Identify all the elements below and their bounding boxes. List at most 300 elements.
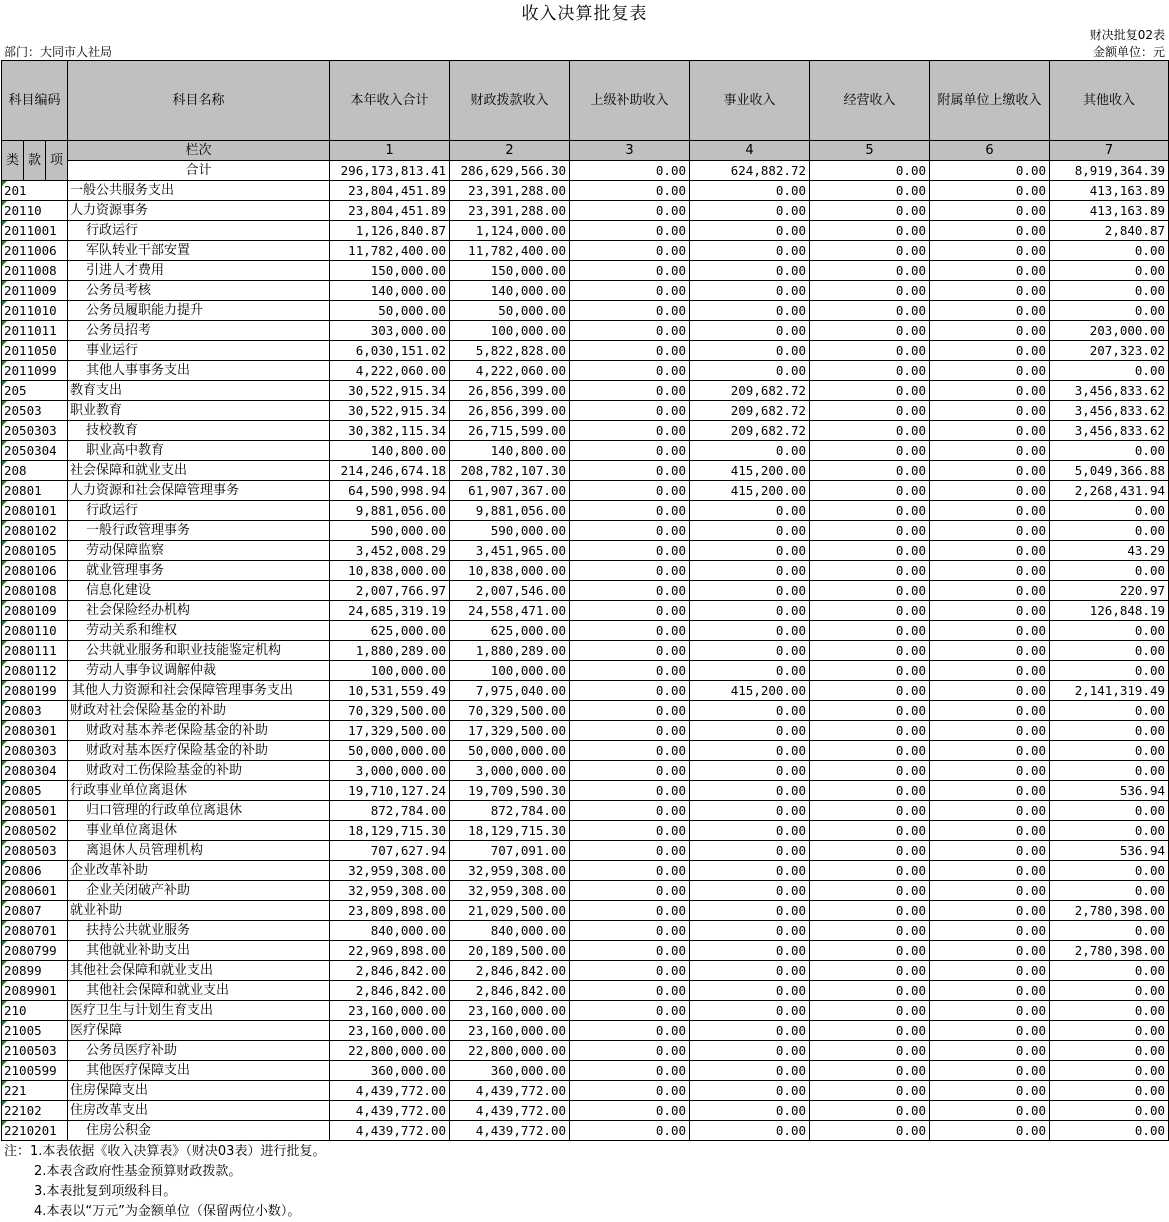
- amount-cell-col-3[interactable]: 0.00: [570, 361, 690, 381]
- amount-cell-col-1[interactable]: 2,007,766.97: [330, 581, 450, 601]
- amount-cell-col-2[interactable]: 150,000.00: [450, 261, 570, 281]
- amount-cell-col-3[interactable]: 0.00: [570, 281, 690, 301]
- subject-code[interactable]: 2080799: [2, 941, 68, 961]
- amount-cell-col-1[interactable]: 17,329,500.00: [330, 721, 450, 741]
- subject-name[interactable]: 财政对工伤保险基金的补助: [68, 761, 330, 781]
- subject-name[interactable]: 社会保险经办机构: [68, 601, 330, 621]
- amount-cell-col-5[interactable]: 0.00: [810, 441, 930, 461]
- subject-name[interactable]: 职业高中教育: [68, 441, 330, 461]
- amount-cell-col-7[interactable]: 2,840.87: [1050, 221, 1169, 241]
- subject-name[interactable]: 企业关闭破产补助: [68, 881, 330, 901]
- amount-cell-col-2[interactable]: 26,856,399.00: [450, 381, 570, 401]
- amount-cell-col-6[interactable]: 0.00: [930, 781, 1050, 801]
- amount-cell-col-5[interactable]: 0.00: [810, 961, 930, 981]
- subject-code[interactable]: 2100503: [2, 1041, 68, 1061]
- amount-cell-col-2[interactable]: 4,439,772.00: [450, 1121, 570, 1141]
- amount-cell-col-2[interactable]: 5,822,828.00: [450, 341, 570, 361]
- amount-cell-col-2[interactable]: 23,160,000.00: [450, 1001, 570, 1021]
- amount-cell-col-5[interactable]: 0.00: [810, 421, 930, 441]
- amount-cell-col-2[interactable]: 22,800,000.00: [450, 1041, 570, 1061]
- amount-cell-col-6[interactable]: 0.00: [930, 761, 1050, 781]
- amount-cell-col-2[interactable]: 4,222,060.00: [450, 361, 570, 381]
- amount-cell-col-6[interactable]: 0.00: [930, 961, 1050, 981]
- amount-cell-col-3[interactable]: 0.00: [570, 1101, 690, 1121]
- amount-cell-col-2[interactable]: 9,881,056.00: [450, 501, 570, 521]
- subject-code[interactable]: 2011050: [2, 341, 68, 361]
- subject-code[interactable]: 20801: [2, 481, 68, 501]
- amount-cell-col-3[interactable]: 0.00: [570, 1021, 690, 1041]
- subject-name[interactable]: 信息化建设: [68, 581, 330, 601]
- amount-cell-col-5[interactable]: 0.00: [810, 501, 930, 521]
- amount-cell-col-3[interactable]: 0.00: [570, 501, 690, 521]
- amount-cell-col-6[interactable]: 0.00: [930, 921, 1050, 941]
- amount-cell-col-7[interactable]: 0.00: [1050, 241, 1169, 261]
- amount-cell-col-6[interactable]: 0.00: [930, 881, 1050, 901]
- amount-cell-col-1[interactable]: 19,710,127.24: [330, 781, 450, 801]
- amount-cell-col-1[interactable]: 10,838,000.00: [330, 561, 450, 581]
- subject-code[interactable]: 20803: [2, 701, 68, 721]
- subject-name[interactable]: 就业补助: [68, 901, 330, 921]
- amount-cell-col-2[interactable]: 20,189,500.00: [450, 941, 570, 961]
- subject-code[interactable]: 208: [2, 461, 68, 481]
- subject-code[interactable]: 2011009: [2, 281, 68, 301]
- amount-cell-col-4[interactable]: 0.00: [690, 581, 810, 601]
- amount-cell-col-5[interactable]: 0.00: [810, 481, 930, 501]
- amount-cell-col-3[interactable]: 0.00: [570, 561, 690, 581]
- amount-cell-col-2[interactable]: 2,846,842.00: [450, 961, 570, 981]
- amount-cell-col-4[interactable]: 0.00: [690, 201, 810, 221]
- subject-code[interactable]: 2080110: [2, 621, 68, 641]
- amount-cell-col-2[interactable]: 17,329,500.00: [450, 721, 570, 741]
- amount-cell-col-5[interactable]: 0.00: [810, 1001, 930, 1021]
- amount-cell-col-1[interactable]: 590,000.00: [330, 521, 450, 541]
- amount-cell-col-1[interactable]: 9,881,056.00: [330, 501, 450, 521]
- amount-cell-col-2[interactable]: 19,709,590.30: [450, 781, 570, 801]
- amount-cell-col-4[interactable]: 0.00: [690, 281, 810, 301]
- subject-code[interactable]: 2011006: [2, 241, 68, 261]
- amount-cell-col-4[interactable]: 209,682.72: [690, 381, 810, 401]
- subject-name[interactable]: 其他社会保障和就业支出: [68, 961, 330, 981]
- subject-name[interactable]: 其他人力资源和社会保障管理事务支出: [68, 681, 330, 701]
- subject-name[interactable]: 财政对基本养老保险基金的补助: [68, 721, 330, 741]
- amount-cell-col-4[interactable]: 0.00: [690, 521, 810, 541]
- amount-cell-col-4[interactable]: 0.00: [690, 301, 810, 321]
- amount-cell-col-2[interactable]: 24,558,471.00: [450, 601, 570, 621]
- subject-code[interactable]: 2080108: [2, 581, 68, 601]
- subject-code[interactable]: 2080106: [2, 561, 68, 581]
- amount-cell-col-5[interactable]: 0.00: [810, 781, 930, 801]
- amount-cell-col-6[interactable]: 0.00: [930, 861, 1050, 881]
- amount-cell-col-5[interactable]: 0.00: [810, 821, 930, 841]
- amount-cell-col-1[interactable]: 214,246,674.18: [330, 461, 450, 481]
- amount-cell-col-3[interactable]: 0.00: [570, 1081, 690, 1101]
- subject-name[interactable]: 就业管理事务: [68, 561, 330, 581]
- amount-cell-col-3[interactable]: 0.00: [570, 261, 690, 281]
- amount-cell-col-1[interactable]: 11,782,400.00: [330, 241, 450, 261]
- amount-cell-col-3[interactable]: 0.00: [570, 201, 690, 221]
- amount-cell-col-2[interactable]: 10,838,000.00: [450, 561, 570, 581]
- amount-cell-col-1[interactable]: 707,627.94: [330, 841, 450, 861]
- amount-cell-col-4[interactable]: 415,200.00: [690, 481, 810, 501]
- amount-cell-col-4[interactable]: 0.00: [690, 881, 810, 901]
- subject-code[interactable]: 2080112: [2, 661, 68, 681]
- amount-cell-col-1[interactable]: 10,531,559.49: [330, 681, 450, 701]
- subject-name[interactable]: 行政运行: [68, 501, 330, 521]
- subject-code[interactable]: 20807: [2, 901, 68, 921]
- amount-cell-col-2[interactable]: 32,959,308.00: [450, 861, 570, 881]
- amount-cell-col-7[interactable]: 536.94: [1050, 841, 1169, 861]
- amount-cell-col-5[interactable]: 0.00: [810, 841, 930, 861]
- subject-name[interactable]: 劳动关系和维权: [68, 621, 330, 641]
- amount-cell-col-2[interactable]: 23,160,000.00: [450, 1021, 570, 1041]
- subject-code[interactable]: 2080304: [2, 761, 68, 781]
- amount-cell-col-6[interactable]: 0.00: [930, 661, 1050, 681]
- subject-code[interactable]: 2011011: [2, 321, 68, 341]
- amount-cell-col-4[interactable]: 0.00: [690, 761, 810, 781]
- amount-cell-col-3[interactable]: 0.00: [570, 901, 690, 921]
- amount-cell-col-1[interactable]: 23,804,451.89: [330, 181, 450, 201]
- subject-name[interactable]: 企业改革补助: [68, 861, 330, 881]
- subject-name[interactable]: 扶持公共就业服务: [68, 921, 330, 941]
- amount-cell-col-1[interactable]: 3,000,000.00: [330, 761, 450, 781]
- amount-cell-col-7[interactable]: 0.00: [1050, 821, 1169, 841]
- amount-cell-col-7[interactable]: 207,323.02: [1050, 341, 1169, 361]
- amount-cell-col-1[interactable]: 2,846,842.00: [330, 981, 450, 1001]
- amount-cell-col-6[interactable]: 0.00: [930, 681, 1050, 701]
- amount-cell-col-5[interactable]: 0.00: [810, 741, 930, 761]
- amount-cell-col-3[interactable]: 0.00: [570, 661, 690, 681]
- subject-name[interactable]: 公务员医疗补助: [68, 1041, 330, 1061]
- amount-cell-col-3[interactable]: 0.00: [570, 721, 690, 741]
- amount-cell-col-2[interactable]: 140,000.00: [450, 281, 570, 301]
- amount-cell-col-5[interactable]: 0.00: [810, 941, 930, 961]
- amount-cell-col-5[interactable]: 0.00: [810, 321, 930, 341]
- amount-cell-col-2[interactable]: 23,391,288.00: [450, 181, 570, 201]
- amount-cell-col-7[interactable]: 0.00: [1050, 621, 1169, 641]
- amount-cell-col-4[interactable]: 0.00: [690, 981, 810, 1001]
- amount-cell-col-2[interactable]: 4,439,772.00: [450, 1081, 570, 1101]
- amount-cell-col-7[interactable]: 0.00: [1050, 1121, 1169, 1141]
- subject-code[interactable]: 2080101: [2, 501, 68, 521]
- subject-code[interactable]: 201: [2, 181, 68, 201]
- amount-cell-col-5[interactable]: 0.00: [810, 1061, 930, 1081]
- amount-cell-col-6[interactable]: 0.00: [930, 1001, 1050, 1021]
- subject-name[interactable]: 医疗保障: [68, 1021, 330, 1041]
- amount-cell-col-1[interactable]: 50,000.00: [330, 301, 450, 321]
- amount-cell-col-7[interactable]: 126,848.19: [1050, 601, 1169, 621]
- amount-cell-col-2[interactable]: 2,846,842.00: [450, 981, 570, 1001]
- subject-code[interactable]: 20899: [2, 961, 68, 981]
- amount-cell-col-7[interactable]: 0.00: [1050, 521, 1169, 541]
- amount-cell-col-7[interactable]: 0.00: [1050, 361, 1169, 381]
- subject-name[interactable]: 公务员履职能力提升: [68, 301, 330, 321]
- amount-cell-col-1[interactable]: 18,129,715.30: [330, 821, 450, 841]
- amount-cell-col-7[interactable]: 0.00: [1050, 281, 1169, 301]
- amount-cell-col-2[interactable]: 26,715,599.00: [450, 421, 570, 441]
- amount-cell-col-7[interactable]: 0.00: [1050, 981, 1169, 1001]
- amount-cell-col-3[interactable]: 0.00: [570, 341, 690, 361]
- subject-code[interactable]: 2050303: [2, 421, 68, 441]
- amount-cell-col-2[interactable]: 21,029,500.00: [450, 901, 570, 921]
- amount-cell-col-5[interactable]: 0.00: [810, 881, 930, 901]
- subject-code[interactable]: 2080199: [2, 681, 68, 701]
- amount-cell-col-3[interactable]: 0.00: [570, 621, 690, 641]
- subject-code[interactable]: 210: [2, 1001, 68, 1021]
- amount-cell-col-5[interactable]: 0.00: [810, 901, 930, 921]
- amount-cell-col-3[interactable]: 0.00: [570, 641, 690, 661]
- amount-cell-col-6[interactable]: 0.00: [930, 221, 1050, 241]
- amount-cell-col-3[interactable]: 0.00: [570, 981, 690, 1001]
- subject-name[interactable]: 技校教育: [68, 421, 330, 441]
- amount-cell-col-4[interactable]: 0.00: [690, 1081, 810, 1101]
- amount-cell-col-6[interactable]: 0.00: [930, 621, 1050, 641]
- amount-cell-col-3[interactable]: 0.00: [570, 581, 690, 601]
- amount-cell-col-3[interactable]: 0.00: [570, 841, 690, 861]
- amount-cell-col-6[interactable]: 0.00: [930, 461, 1050, 481]
- amount-cell-col-7[interactable]: 0.00: [1050, 441, 1169, 461]
- subject-code[interactable]: 2080111: [2, 641, 68, 661]
- amount-cell-col-6[interactable]: 0.00: [930, 521, 1050, 541]
- amount-cell-col-4[interactable]: 0.00: [690, 221, 810, 241]
- amount-cell-col-5[interactable]: 0.00: [810, 861, 930, 881]
- amount-cell-col-6[interactable]: 0.00: [930, 821, 1050, 841]
- amount-cell-col-1[interactable]: 150,000.00: [330, 261, 450, 281]
- amount-cell-col-2[interactable]: 872,784.00: [450, 801, 570, 821]
- subject-code[interactable]: 2011001: [2, 221, 68, 241]
- amount-cell-col-3[interactable]: 0.00: [570, 861, 690, 881]
- amount-cell-col-1[interactable]: 22,800,000.00: [330, 1041, 450, 1061]
- amount-cell-col-4[interactable]: 0.00: [690, 241, 810, 261]
- amount-cell-col-7[interactable]: 0.00: [1050, 881, 1169, 901]
- amount-cell-col-5[interactable]: 0.00: [810, 701, 930, 721]
- amount-cell-col-6[interactable]: 0.00: [930, 1121, 1050, 1141]
- amount-cell-col-3[interactable]: 0.00: [570, 301, 690, 321]
- amount-cell-col-2[interactable]: 26,856,399.00: [450, 401, 570, 421]
- amount-cell-col-4[interactable]: 0.00: [690, 901, 810, 921]
- amount-cell-col-7[interactable]: 0.00: [1050, 501, 1169, 521]
- amount-cell-col-6[interactable]: 0.00: [930, 401, 1050, 421]
- amount-cell-col-4[interactable]: 0.00: [690, 801, 810, 821]
- amount-cell-col-5[interactable]: 0.00: [810, 761, 930, 781]
- amount-cell-col-1[interactable]: 23,160,000.00: [330, 1001, 450, 1021]
- amount-cell-col-3[interactable]: 0.00: [570, 601, 690, 621]
- amount-cell-col-2[interactable]: 1,880,289.00: [450, 641, 570, 661]
- amount-cell-col-3[interactable]: 0.00: [570, 921, 690, 941]
- subject-name[interactable]: 事业运行: [68, 341, 330, 361]
- amount-cell-col-6[interactable]: 0.00: [930, 841, 1050, 861]
- amount-cell-col-6[interactable]: 0.00: [930, 1061, 1050, 1081]
- amount-cell-col-6[interactable]: 0.00: [930, 541, 1050, 561]
- amount-cell-col-7[interactable]: 2,780,398.00: [1050, 941, 1169, 961]
- amount-cell-col-2[interactable]: 4,439,772.00: [450, 1101, 570, 1121]
- amount-cell-col-7[interactable]: 2,268,431.94: [1050, 481, 1169, 501]
- amount-cell-col-5[interactable]: 0.00: [810, 1021, 930, 1041]
- amount-cell-col-6[interactable]: 0.00: [930, 481, 1050, 501]
- amount-cell-col-7[interactable]: 0.00: [1050, 761, 1169, 781]
- amount-cell-col-6[interactable]: 0.00: [930, 641, 1050, 661]
- amount-cell-col-1[interactable]: 140,000.00: [330, 281, 450, 301]
- amount-cell-col-4[interactable]: 0.00: [690, 1021, 810, 1041]
- amount-cell-col-5[interactable]: 0.00: [810, 221, 930, 241]
- amount-cell-col-5[interactable]: 0.00: [810, 461, 930, 481]
- amount-cell-col-5[interactable]: 0.00: [810, 241, 930, 261]
- amount-cell-col-2[interactable]: 707,091.00: [450, 841, 570, 861]
- amount-cell-col-5[interactable]: 0.00: [810, 181, 930, 201]
- amount-cell-col-3[interactable]: 0.00: [570, 441, 690, 461]
- amount-cell-col-4[interactable]: 0.00: [690, 701, 810, 721]
- amount-cell-col-1[interactable]: 24,685,319.19: [330, 601, 450, 621]
- amount-cell-col-7[interactable]: 0.00: [1050, 801, 1169, 821]
- amount-cell-col-1[interactable]: 4,439,772.00: [330, 1121, 450, 1141]
- amount-cell-col-3[interactable]: 0.00: [570, 781, 690, 801]
- amount-cell-col-1[interactable]: 23,160,000.00: [330, 1021, 450, 1041]
- subject-name[interactable]: 住房改革支出: [68, 1101, 330, 1121]
- amount-cell-col-6[interactable]: 0.00: [930, 341, 1050, 361]
- amount-cell-col-4[interactable]: 0.00: [690, 821, 810, 841]
- subject-code[interactable]: 20806: [2, 861, 68, 881]
- subject-code[interactable]: 2080501: [2, 801, 68, 821]
- amount-cell-col-7[interactable]: 0.00: [1050, 261, 1169, 281]
- amount-cell-col-7[interactable]: 413,163.89: [1050, 181, 1169, 201]
- amount-cell-col-2[interactable]: 11,782,400.00: [450, 241, 570, 261]
- amount-cell-col-1[interactable]: 50,000,000.00: [330, 741, 450, 761]
- subject-name[interactable]: 归口管理的行政单位离退休: [68, 801, 330, 821]
- amount-cell-col-1[interactable]: 303,000.00: [330, 321, 450, 341]
- amount-cell-col-6[interactable]: 0.00: [930, 801, 1050, 821]
- subject-name[interactable]: 其他人事事务支出: [68, 361, 330, 381]
- amount-cell-col-2[interactable]: 61,907,367.00: [450, 481, 570, 501]
- subject-name[interactable]: 行政事业单位离退休: [68, 781, 330, 801]
- amount-cell-col-4[interactable]: 0.00: [690, 441, 810, 461]
- amount-cell-col-7[interactable]: 0.00: [1050, 1021, 1169, 1041]
- amount-cell-col-6[interactable]: 0.00: [930, 281, 1050, 301]
- amount-cell-col-5[interactable]: 0.00: [810, 601, 930, 621]
- amount-cell-col-7[interactable]: 0.00: [1050, 861, 1169, 881]
- subject-code[interactable]: 2080503: [2, 841, 68, 861]
- amount-cell-col-4[interactable]: 0.00: [690, 941, 810, 961]
- amount-cell-col-3[interactable]: 0.00: [570, 821, 690, 841]
- amount-cell-col-6[interactable]: 0.00: [930, 1081, 1050, 1101]
- amount-cell-col-4[interactable]: 0.00: [690, 1001, 810, 1021]
- amount-cell-col-5[interactable]: 0.00: [810, 161, 930, 181]
- amount-cell-col-3[interactable]: 0.00: [570, 161, 690, 181]
- amount-cell-col-7[interactable]: 0.00: [1050, 741, 1169, 761]
- amount-cell-col-1[interactable]: 32,959,308.00: [330, 861, 450, 881]
- amount-cell-col-6[interactable]: 0.00: [930, 201, 1050, 221]
- subject-code[interactable]: 2080601: [2, 881, 68, 901]
- amount-cell-col-7[interactable]: 0.00: [1050, 641, 1169, 661]
- amount-cell-col-4[interactable]: 0.00: [690, 341, 810, 361]
- subject-name[interactable]: 其他社会保障和就业支出: [68, 981, 330, 1001]
- subject-name[interactable]: 人力资源和社会保障管理事务: [68, 481, 330, 501]
- amount-cell-col-5[interactable]: 0.00: [810, 981, 930, 1001]
- amount-cell-col-5[interactable]: 0.00: [810, 1101, 930, 1121]
- amount-cell-col-1[interactable]: 30,522,915.34: [330, 401, 450, 421]
- amount-cell-col-2[interactable]: 140,800.00: [450, 441, 570, 461]
- amount-cell-col-1[interactable]: 4,222,060.00: [330, 361, 450, 381]
- amount-cell-col-6[interactable]: 0.00: [930, 1041, 1050, 1061]
- amount-cell-col-4[interactable]: 0.00: [690, 661, 810, 681]
- amount-cell-col-7[interactable]: 0.00: [1050, 921, 1169, 941]
- amount-cell-col-7[interactable]: 220.97: [1050, 581, 1169, 601]
- amount-cell-col-7[interactable]: 3,456,833.62: [1050, 381, 1169, 401]
- amount-cell-col-6[interactable]: 0.00: [930, 501, 1050, 521]
- subject-name[interactable]: 财政对基本医疗保险基金的补助: [68, 741, 330, 761]
- subject-code[interactable]: 20110: [2, 201, 68, 221]
- amount-cell-col-5[interactable]: 0.00: [810, 801, 930, 821]
- amount-cell-col-7[interactable]: 536.94: [1050, 781, 1169, 801]
- amount-cell-col-7[interactable]: 0.00: [1050, 721, 1169, 741]
- subject-code[interactable]: 2080303: [2, 741, 68, 761]
- subject-name[interactable]: 公务员考核: [68, 281, 330, 301]
- amount-cell-col-4[interactable]: 0.00: [690, 841, 810, 861]
- amount-cell-col-7[interactable]: 3,456,833.62: [1050, 401, 1169, 421]
- amount-cell-col-2[interactable]: 32,959,308.00: [450, 881, 570, 901]
- subject-name[interactable]: 住房保障支出: [68, 1081, 330, 1101]
- amount-cell-col-4[interactable]: 0.00: [690, 321, 810, 341]
- amount-cell-col-2[interactable]: 840,000.00: [450, 921, 570, 941]
- amount-cell-col-7[interactable]: 203,000.00: [1050, 321, 1169, 341]
- amount-cell-col-5[interactable]: 0.00: [810, 581, 930, 601]
- amount-cell-col-5[interactable]: 0.00: [810, 281, 930, 301]
- amount-cell-col-4[interactable]: 0.00: [690, 561, 810, 581]
- amount-cell-col-7[interactable]: 413,163.89: [1050, 201, 1169, 221]
- amount-cell-col-2[interactable]: 50,000.00: [450, 301, 570, 321]
- subject-code[interactable]: 2100599: [2, 1061, 68, 1081]
- amount-cell-col-6[interactable]: 0.00: [930, 901, 1050, 921]
- amount-cell-col-5[interactable]: 0.00: [810, 621, 930, 641]
- amount-cell-col-3[interactable]: 0.00: [570, 1061, 690, 1081]
- amount-cell-col-2[interactable]: 1,124,000.00: [450, 221, 570, 241]
- subject-name[interactable]: 社会保障和就业支出: [68, 461, 330, 481]
- amount-cell-col-4[interactable]: 0.00: [690, 261, 810, 281]
- amount-cell-col-5[interactable]: 0.00: [810, 381, 930, 401]
- amount-cell-col-1[interactable]: 840,000.00: [330, 921, 450, 941]
- amount-cell-col-5[interactable]: 0.00: [810, 1121, 930, 1141]
- amount-cell-col-6[interactable]: 0.00: [930, 321, 1050, 341]
- amount-cell-col-6[interactable]: 0.00: [930, 241, 1050, 261]
- amount-cell-col-4[interactable]: 0.00: [690, 961, 810, 981]
- subject-code[interactable]: 2080701: [2, 921, 68, 941]
- amount-cell-col-2[interactable]: 360,000.00: [450, 1061, 570, 1081]
- subject-name[interactable]: 职业教育: [68, 401, 330, 421]
- amount-cell-col-5[interactable]: 0.00: [810, 361, 930, 381]
- subject-name[interactable]: 医疗卫生与计划生育支出: [68, 1001, 330, 1021]
- subject-name[interactable]: 劳动保障监察: [68, 541, 330, 561]
- amount-cell-col-1[interactable]: 23,809,898.00: [330, 901, 450, 921]
- amount-cell-col-7[interactable]: 2,780,398.00: [1050, 901, 1169, 921]
- amount-cell-col-1[interactable]: 1,126,840.87: [330, 221, 450, 241]
- subject-name[interactable]: 其他就业补助支出: [68, 941, 330, 961]
- amount-cell-col-3[interactable]: 0.00: [570, 801, 690, 821]
- amount-cell-col-3[interactable]: 0.00: [570, 321, 690, 341]
- subject-code[interactable]: 221: [2, 1081, 68, 1101]
- amount-cell-col-3[interactable]: 0.00: [570, 241, 690, 261]
- amount-cell-col-4[interactable]: 0.00: [690, 1061, 810, 1081]
- amount-cell-col-3[interactable]: 0.00: [570, 681, 690, 701]
- amount-cell-col-7[interactable]: 2,141,319.49: [1050, 681, 1169, 701]
- amount-cell-col-5[interactable]: 0.00: [810, 1081, 930, 1101]
- amount-cell-col-1[interactable]: 625,000.00: [330, 621, 450, 641]
- amount-cell-col-4[interactable]: 0.00: [690, 741, 810, 761]
- amount-cell-col-6[interactable]: 0.00: [930, 701, 1050, 721]
- amount-cell-col-1[interactable]: 6,030,151.02: [330, 341, 450, 361]
- subject-name[interactable]: 离退休人员管理机构: [68, 841, 330, 861]
- amount-cell-col-2[interactable]: 3,000,000.00: [450, 761, 570, 781]
- amount-cell-col-1[interactable]: 1,880,289.00: [330, 641, 450, 661]
- subject-name[interactable]: 教育支出: [68, 381, 330, 401]
- amount-cell-col-4[interactable]: 0.00: [690, 721, 810, 741]
